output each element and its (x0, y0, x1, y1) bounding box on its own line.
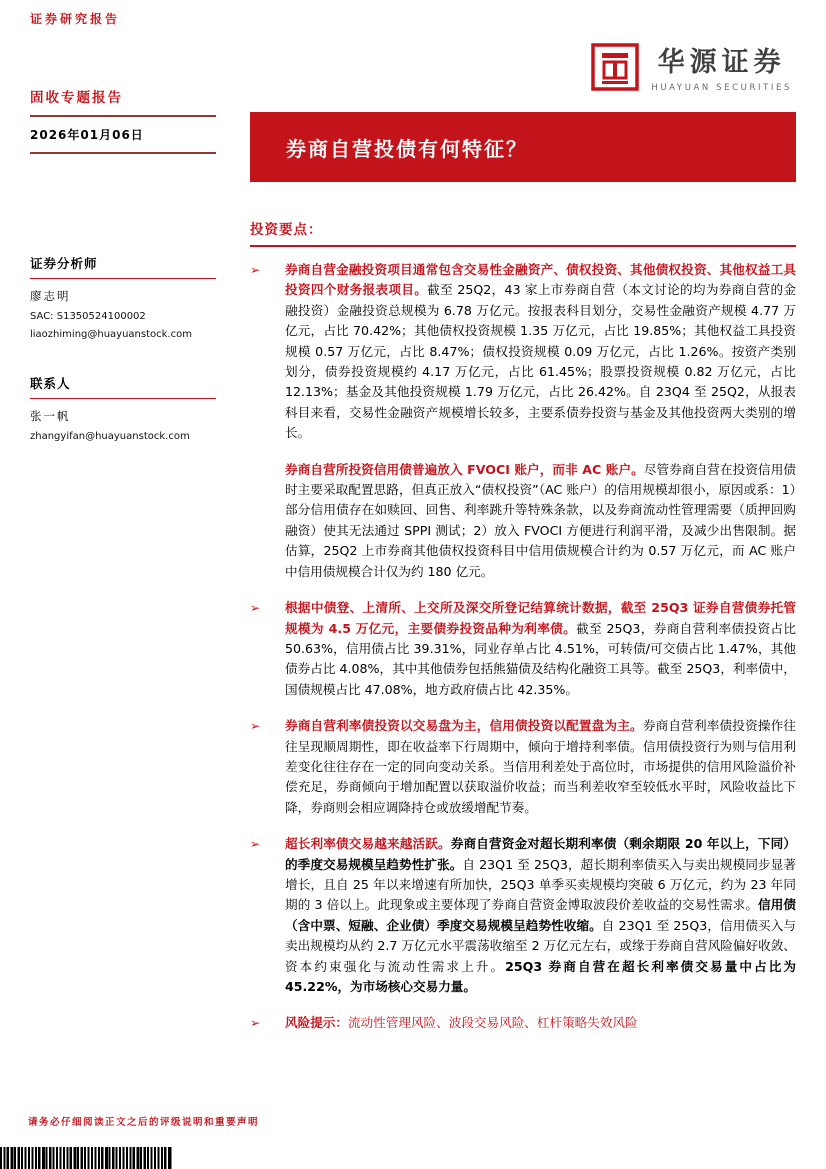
analyst-name: 廖志明 (30, 289, 71, 303)
bullet-arrow-icon: ➢ (250, 837, 261, 852)
contact-section-title: 联系人 (30, 374, 216, 399)
analyst-sac-number: SAC: S1350524100002 (30, 311, 146, 322)
bullet-text: 券商自营所投资信用债普遍放入 FVOCI 账户，而非 AC 账户。尽管券商自营在投资信用债时主要采取配置思路，但真正放入“债权投资”（AC 账户）的信用规模却很小，原因或系：1）部分信用债存在如赎回、回售、利率跳升等特殊条款，以及券商流动性管理需要（质押回购融资）使其无法通过 SPPI 测试；2）放入 FVOCI 方便进行利润平滑，及减少出售限制。据估算，25Q2 上市券商其他债权投资科目中信用债规模合计约为 0.57 万亿元，而 AC 账户中信用债规模合计仅为约 180 亿元。 (285, 461, 796, 579)
bullet-item (250, 1013, 796, 1033)
company-name (651, 40, 792, 93)
contact-name: 张一帆 (30, 409, 71, 423)
report-title: 券商自营投债有何特征？ (286, 136, 528, 161)
company-logo (591, 40, 792, 93)
bullet-item (250, 716, 796, 818)
main-content (250, 112, 796, 1050)
bullet-item (250, 460, 796, 582)
bullet-text: 券商自营利率债投资以交易盘为主，信用债投资以配置盘为主。券商自营利率债投资操作往往呈现顺周期性，即在收益率下行周期中，倾向于增持利率债。信用债投资行为则与信用利差变化往往存在一定的同向变动关系。当信用利差处于高位时，市场提供的信用风险溢价补偿充足，券商倾向于增加配置以获取溢价收益；而当利差收窄至较低水平时，风险收益比下降，券商则会相应调降持仓或放缓增配节奏。 (285, 718, 797, 815)
bullet-item (250, 834, 796, 997)
bullet-arrow-icon: ➢ (250, 1016, 261, 1031)
bullet-text: 券商自营金融投资项目通常包含交易性金融资产、债权投资、其他债权投资、其他权益工具投资四个财务报表项目。截至 25Q2，43 家上市券商自营（本文讨论的均为券商自营的金融投资）金融投资总规模为 6.78 万亿元。按报表科目划分，交易性金融资产规模 4.77 万亿元，占比 70.42%；其他债权投资规模 1.35 万亿元，占比 19.85%；其他权益工具投资规模 0.57 万亿元，占比 8.47%；债权投资规模 0.09 万亿元，占比 1.26%。按资产类别划分，债券投资规模约 4.17 万亿元，占比 61.45%；股票投资规模 0.82 万亿元，占比 12.13%；基金及其他投资规模 1.79 万亿元，占比 26.42%。自 23Q4 至 25Q2，从报表科目来看，交易性金融资产规模增长较多，主要系债券投资与基金及其他投资两大类别的增长。 (285, 262, 797, 441)
bullet-text: 根据中债登、上清所、上交所及深交所登记结算统计数据，截至 25Q3 证券自营债券托管规模为 4.5 万亿元，主要债券投资品种为利率债。截至 25Q3，券商自营利率债投资占比 50.63%，信用债占比 39.31%，同业存单占比 4.51%，可转债/可交债占比 1.47%，其他债券占比 4.08%，其中其他债券包括熊猫债及结构化融资工具等。截至 25Q3，利率债中，国债规模占比 47.08%，地方政府债占比 42.35%。 (285, 600, 796, 697)
investment-points-heading: 投资要点： (250, 218, 796, 247)
bullet-list (250, 260, 796, 1034)
contact-section (30, 374, 216, 442)
huayuan-seal-icon (591, 43, 639, 91)
bullet-item (250, 598, 796, 700)
company-name-en: HUAYUAN SECURITIES (651, 83, 792, 93)
bullet-arrow-icon: ➢ (250, 719, 261, 734)
bullet-text: 风险提示：流动性管理风险、波段交易风险、杠杆策略失效风险 (285, 1015, 638, 1031)
company-name-cn: 华源证券 (657, 47, 786, 78)
report-category-label: 证券研究报告 (30, 12, 121, 26)
barcode (0, 1147, 172, 1169)
bullet-text: 超长利率债交易越来越活跃。券商自营资金对超长期利率债（剩余期限 20 年以上，下同）的季度交易规模呈趋势性扩张。自 23Q1 至 25Q3，超长期利率债买入与卖出规模同步显著增长，且自 25 年以来增速有所加快，25Q3 单季买卖规模均突破 6 万亿元，约为 23 年同期的 3 倍以上。此现象或主要体现了券商自营资金博取波段价差收益的交易性需求。信用债（含中票、短融、企业债）季度交易规模呈趋势性收缩。自 23Q1 至 25Q3，信用债买入与卖出规模均从约 2.7 万亿元水平震荡收缩至 2 万亿元左右，或缘于券商自营风险偏好收敛、资本约束强化与流动性需求上升。25Q3 券商自营在超长利率债交易量中占比为 45.22%，为市场核心交易力量。 (285, 836, 796, 994)
bullet-arrow-icon: ➢ (250, 263, 261, 277)
footer-disclaimer: 请务必仔细阅读正文之后的评级说明和重要声明 (28, 1117, 260, 1128)
report-type-label: 固收专题报告 (30, 86, 216, 117)
analyst-section-title: 证券分析师 (30, 254, 216, 279)
report-date: 2026年01月06日 (30, 117, 216, 154)
bullet-arrow-icon: ➢ (250, 601, 261, 616)
contact-email: zhangyifan@huayuanstock.com (30, 431, 190, 442)
bullet-item (250, 260, 796, 444)
sidebar (30, 86, 216, 442)
analyst-section (30, 254, 216, 340)
analyst-email: liaozhiming@huayuanstock.com (30, 329, 192, 340)
title-banner (250, 112, 796, 182)
